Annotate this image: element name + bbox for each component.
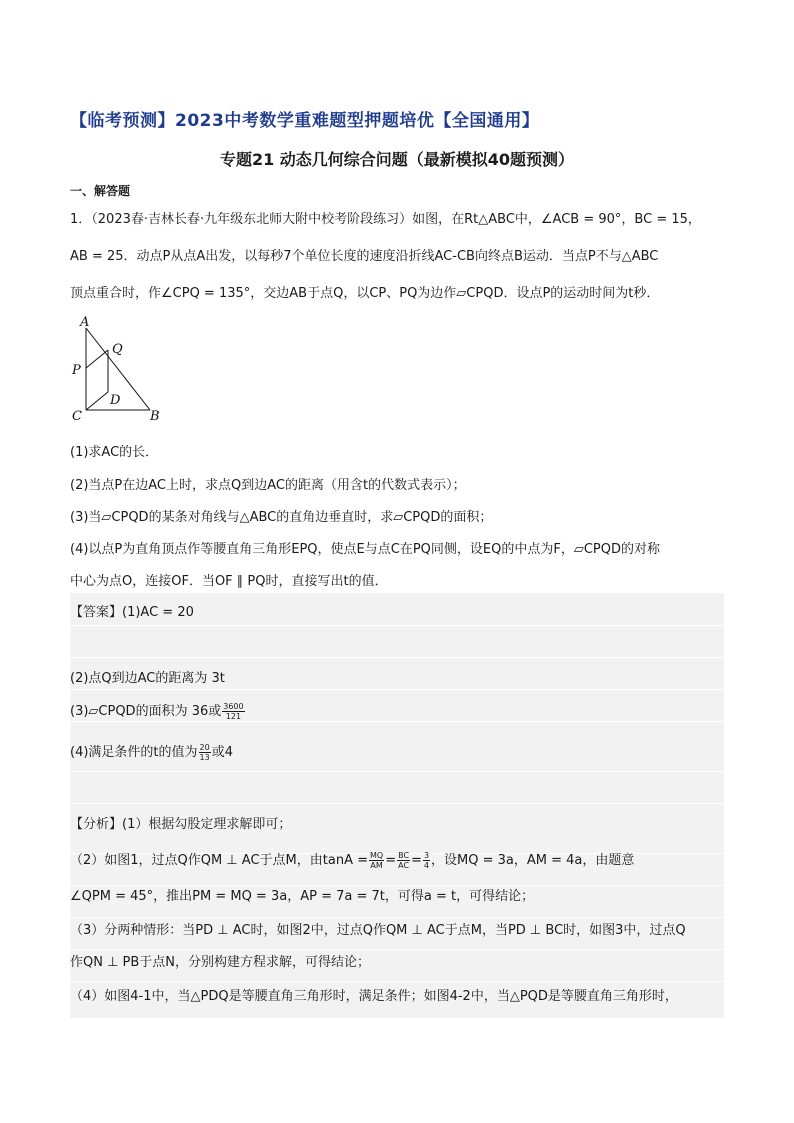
question-4-line-2: 中心为点O，连接OF．当OF ∥ PQ时，直接写出t的值．: [70, 574, 388, 589]
banner-title: 【临考预测】2023中考数学重难题型押题培优【全国通用】: [70, 111, 540, 131]
label-c: C: [72, 409, 82, 424]
answer-4: [70, 741, 233, 762]
analysis-2-prefix: （2）如图1，过点Q作QM ⊥ AC于点M，由tanA =: [70, 853, 368, 868]
label-q: Q: [112, 342, 123, 357]
answer-4-fraction: [199, 743, 211, 762]
equals-sign: =: [411, 853, 422, 868]
answer-3-denominator: 121: [225, 712, 242, 721]
answer-4-denominator: 13: [199, 753, 210, 762]
triangle-figure: [70, 312, 180, 424]
analysis-line-3: ∠QPM = 45°，推出PM = MQ = 3a，AP = 7a = 7t，可得a = t，可得结论；: [70, 889, 535, 904]
answer-row: [70, 771, 724, 804]
label-d: D: [110, 393, 121, 408]
answer-3-numerator: 3600: [223, 702, 244, 711]
fraction-denominator: 4: [423, 861, 430, 870]
analysis-2-suffix: ，设MQ = 3a，AM = 4a，由题意: [431, 853, 635, 868]
question-2: (2)当点P在边AC上时，求点Q到边AC的距离（用含t的代数式表示）；: [70, 478, 466, 493]
analysis-2-fraction-3: [423, 851, 430, 870]
segment-dc: [86, 392, 108, 410]
analysis-line-5: 作QN ⊥ PB于点N，分别构建方程求解，可得结论；: [70, 955, 371, 970]
analysis-2-fraction-1: [369, 851, 384, 870]
page-title: 专题21 动态几何综合问题（最新模拟40题预测）: [219, 150, 575, 169]
answer-2: (2)点Q到边AC的距离为 3t: [70, 671, 225, 686]
question-1: (1)求AC的长．: [70, 445, 159, 460]
fraction-denominator: AC: [398, 861, 410, 870]
question-4-line-1: (4)以点P为直角顶点作等腰直角三角形EPQ，使点E与点C在PQ同侧，设EQ的中点为F，▱CPQD的对称: [70, 542, 660, 557]
analysis-line-6: （4）如图4-1中，当△PDQ是等腰直角三角形时，满足条件；如图4-2中，当△PQD是等腰直角三角形时，: [70, 989, 678, 1004]
label-p: P: [72, 363, 81, 378]
answer-3-prefix: (3)▱CPQD的面积为 36或: [70, 704, 222, 719]
answer-4-suffix: 或4: [211, 745, 233, 760]
equals-sign: =: [385, 853, 397, 868]
problem-line-3: 顶点重合时，作∠CPQ = 135°，交边AB于点Q，以CP、PQ为边作▱CPQD．设点P的运动时间为t秒．: [70, 286, 660, 301]
answer-4-numerator: 20: [199, 743, 210, 752]
analysis-2-fraction-2: [397, 851, 410, 870]
answer-3: [70, 700, 246, 721]
answer-4-prefix: (4)满足条件的t的值为: [70, 745, 198, 760]
analysis-line-2: [70, 849, 634, 870]
answer-1: 【答案】(1)AC = 20: [70, 605, 194, 620]
section-heading: 一、解答题: [70, 184, 131, 198]
problem-line-2: AB = 25．动点P从点A出发，以每秒7个单位长度的速度沿折线AC-CB向终点B运动．当点P不与△ABC: [70, 249, 659, 264]
question-3: (3)当▱CPQD的某条对角线与△ABC的直角边垂直时，求▱CPQD的面积；: [70, 510, 493, 525]
fraction-numerator: 3: [423, 851, 430, 860]
answer-row: [70, 625, 724, 658]
analysis-line-4: （3）分两种情形：当PD ⊥ AC时，如图2中，过点Q作QM ⊥ AC于点M，当PD ⊥ BC时，如图3中，过点Q: [70, 923, 686, 938]
fraction-denominator: AM: [370, 861, 383, 870]
fraction-numerator: BC: [398, 851, 410, 860]
analysis-line-1: 【分析】(1）根据勾股定理求解即可；: [70, 817, 292, 832]
label-a: A: [80, 315, 90, 330]
segment-pq: [86, 350, 108, 368]
label-b: B: [150, 409, 160, 424]
problem-line-1: 1．（2023春·吉林长春·九年级东北师大附中校考阶段练习）如图，在Rt△ABC中，∠ACB = 90°，BC = 15，: [70, 212, 701, 227]
answer-3-fraction: [222, 702, 244, 721]
fraction-numerator: MQ: [370, 851, 384, 860]
